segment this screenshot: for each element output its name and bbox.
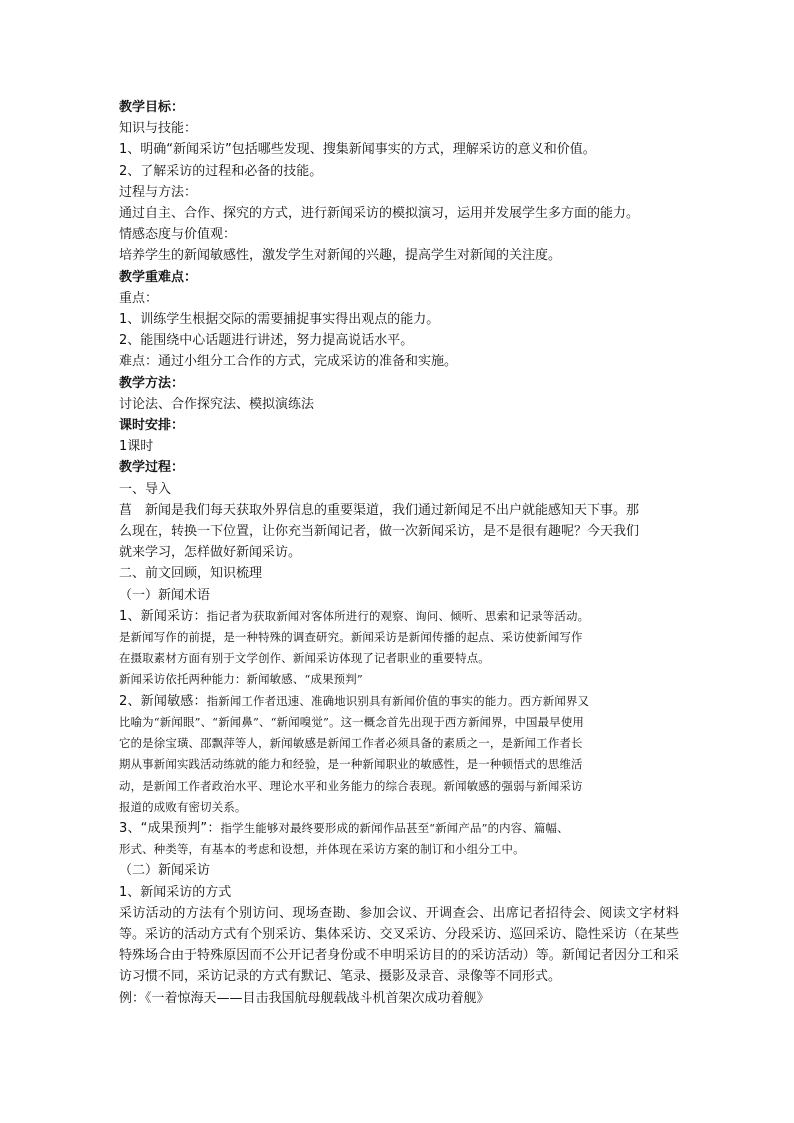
method-heading: 教学方法： (119, 375, 185, 391)
interview-ways-title: 1、新闻采访的方式 (119, 884, 232, 900)
intro-paragraph-line: 就来学习，怎样做好新闻采访。 (119, 545, 302, 561)
term-2-line: 动，是新闻工作者政治水平、理论水平和业务能力的综合表现。新闻敏感的强弱与新闻采访 (119, 778, 583, 793)
objectives-heading: 教学目标： (119, 100, 185, 115)
term-1-line (119, 606, 679, 627)
term-2-text: 指新闻工作者迅速、准确地识别具有新闻价值的事实的能力。西方新闻界又 (206, 693, 590, 708)
intro-title: 一、导入 (119, 481, 172, 497)
term-1-line: 新闻采访依托两种能力：新闻敏感、“成果预判” (119, 672, 363, 687)
process-method-text: 通过自主、合作、探究的方式，进行新闻采访的模拟演习，运用并发展学生多方面的能力。 (119, 206, 640, 222)
terms-title: （一）新闻术语 (119, 587, 211, 603)
schedule-heading: 课时安排： (119, 418, 185, 434)
key-item: 1、训练学生根据交际的需要捕捉事实得出观点的能力。 (119, 312, 440, 328)
term-2-line (119, 691, 679, 712)
lesson-plan-page (119, 97, 679, 1009)
term-3-line (119, 818, 679, 839)
term-1-text: 指记者为获取新闻对客体所进行的观察、询问、倾听、思索和记录等活动。 (206, 608, 590, 623)
term-1-lead: 1、新闻采访： (119, 608, 207, 624)
term-2-line: 期从事新闻实践活动练就的能力和经验，是一种新闻职业的敏感性，是一种顿悟式的思维活 (119, 757, 583, 772)
process-method-label: 过程与方法： (119, 184, 198, 200)
key-label: 重点： (119, 290, 159, 306)
method-text: 讨论法、合作探究法、模拟演练法 (119, 396, 315, 412)
term-2-line: 比喻为“新闻眼”、“新闻鼻”、“新闻嗅觉”。这一概念首先出现于西方新闻界，中国最早使用 (119, 714, 584, 729)
example-text: 例：《一着惊海天——目击我国航母舰载战斗机首架次成功着舰》 (119, 990, 490, 1006)
term-1-line: 在摄取素材方面有别于文学创作、新闻采访体现了记者职业的重要特点。 (119, 651, 490, 666)
key-item: 2、能围绕中心话题进行讲述，努力提高说话水平。 (119, 333, 414, 349)
term-2-line: 它的是徐宝璜、邵飘萍等人，新闻敏感是新闻工作者必须具备的素质之一，是新闻工作者长 (119, 736, 583, 751)
term-2-line: 报道的成败有密切关系。 (119, 799, 247, 814)
keypoints-heading: 教学重难点： (119, 269, 198, 285)
intro-paragraph-line: 菖 新闻是我们每天获取外界信息的重要渠道，我们通过新闻足不出户就能感知天下事。那 (119, 502, 640, 518)
interview-ways-paragraph: 采访活动的方法有个别访问、现场查勘、参加会议、开调查会、出席记者招待会、阅读文字材料等。采访的活动方式有个别采访、集体采访、交叉采访、分段采访、巡回采访、隐性采访（在某些特殊场合由于特殊原因而不公开记者身份或不申明采访目的的采访活动）等。新闻记者因分工和采访习惯不同，采访记录的方式有默记、笔录、摄影及录音、录像等不同形式。 (119, 905, 679, 985)
knowledge-item: 1、明确“新闻采访”包括哪些发现、搜集新闻事实的方式，理解采访的意义和价值。 (119, 142, 596, 158)
review-title: 二、前文回顾，知识梳理 (119, 566, 263, 582)
term-3-line: 形式、种类等，有基本的考虑和设想，并体现在采访方案的制订和小组分工中。 (119, 842, 525, 857)
term-3-text: 指学生能够对最终要形成的新闻作品甚至“新闻产品”的内容、篇幅、 (220, 820, 569, 835)
knowledge-label: 知识与技能： (119, 121, 198, 137)
schedule-text: 1课时 (119, 439, 154, 455)
interview-title: （二）新闻采访 (119, 863, 211, 879)
term-2-lead: 2、新闻敏感： (119, 693, 207, 709)
difficulty-text: 难点：通过小组分工合作的方式，完成采访的准备和实施。 (119, 354, 458, 370)
term-3-lead: 3、“成果预判”： (119, 820, 221, 836)
knowledge-item: 2、了解采访的过程和必备的技能。 (119, 163, 323, 179)
term-1-line: 是新闻写作的前提，是一种特殊的调查研究。新闻采访是新闻传播的起点、采访使新闻写作 (119, 630, 583, 645)
emotion-text: 培养学生的新闻敏感性，激发学生对新闻的兴趣，提高学生对新闻的关注度。 (119, 248, 562, 264)
emotion-label: 情感态度与价值观： (119, 227, 237, 243)
process-heading: 教学过程： (119, 460, 185, 476)
intro-paragraph-line: 么现在，转换一下位置，让你充当新闻记者，做一次新闻采访，是不是很有趣呢？今天我们 (119, 524, 640, 540)
